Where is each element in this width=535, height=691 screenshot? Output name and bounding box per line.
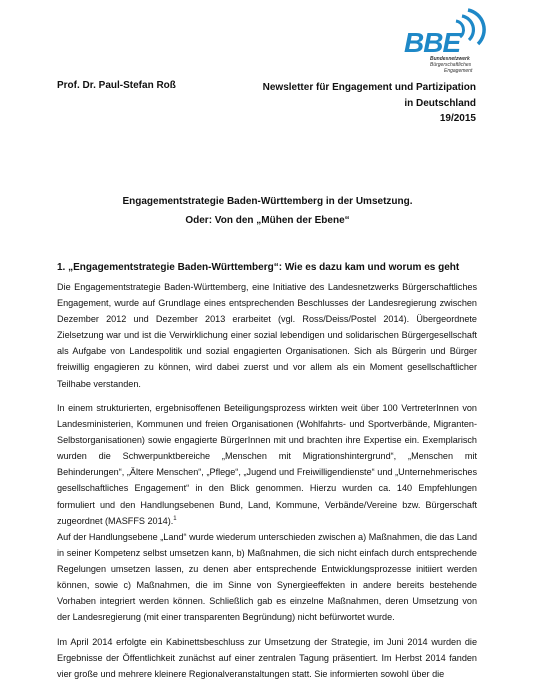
newsletter-subtitle: in Deutschland — [404, 97, 476, 109]
footnote-mark: 1 — [173, 515, 177, 522]
logo-subtitle-2: Bürgerschaftliches — [430, 62, 472, 68]
logo-subtitle-3: Engagement — [444, 68, 473, 74]
paragraph-1: Die Engagementstrategie Baden-Württemberg, eine Initiative des Landesnetzwerks Bürgerschaftliches Engagement, wurde auf Grundlage eines entsprechenden Beschlusses der Landesregierung zwischen Dezember 2012 und Dezember 2013 erarbeitet (vgl. Ross/Deiss/Postel 2014). Übergeordnete Zielsetzung war und ist die Verwirklichung einer sozial lebendigen und solidarischen Bürgergesellschaft als Aufgabe von Landespolitik und sozial engagierten Organisationen. Sich als Bürgerin und Bürger freiwillig engagieren zu können, wird dabei zuerst und vor allem als ein Moment gesellschaftlicher Teilhabe verstanden. — [57, 282, 477, 389]
bbe-logo-graphic — [398, 8, 506, 78]
paragraph-2-text: In einem strukturierten, ergebnisoffenen Beteiligungsprozess wirkten weit über 100 VertreterInnen von Landesministerien, Kommunen und freien Organisationen (Wohlfahrts- und Sportverbände, Migranten-Selbstorganisationen) sowie engagierte BürgerInnen mit und brachten ihre Expertise ein. Exemplarisch wurden die Schwerpunktbereiche „Menschen mit Migrationshintergrund“, „Menschen mit Behinderungen“, „Ältere Menschen“, „Pflege“, „Jugend und Freiwilligendienste“ und „Unternehmerisches gesellschaftliches Engagement“ in den Blick genommen. Hierzu wurden ca. 140 Empfehlungen formuliert und den Handlungsebenen Bund, Land, Kommune, Verbände/Vereine bzw. Bürgerschaft zugeordnet (MASFFS 2014). — [57, 403, 477, 526]
paragraph-4: Im April 2014 erfolgte ein Kabinettsbeschluss zur Umsetzung der Strategie, im Juni 2014 wurden die Ergebnisse der Öffentlichkeit zunächst auf einer zentralen Tagung präsentiert. Im Herbst 2014 fanden vier große und mehrere kleinere Regionalveranstaltungen statt. Sie informierten sowohl über die — [57, 637, 477, 680]
newsletter-issue: 19/2015 — [439, 113, 476, 124]
newsletter-info — [216, 80, 476, 127]
section-heading: 1. „Engagementstrategie Baden-Württemberg“: Wie es dazu kam und worum es geht — [57, 262, 460, 273]
author-name: Prof. Dr. Paul-Stefan Roß — [57, 80, 176, 91]
logo-text: BBE — [404, 27, 461, 58]
article-title: Engagementstrategie Baden-Württemberg in der Umsetzung. — [122, 196, 413, 207]
article-subtitle: Oder: Von den „Mühen der Ebene“ — [185, 215, 350, 226]
newsletter-title: Newsletter für Engagement und Partizipation — [262, 82, 476, 93]
logo-subtitle-1: Bundesnetzwerk — [430, 56, 470, 62]
paragraph-2 — [57, 400, 477, 529]
bbe-logo — [398, 8, 506, 78]
paragraph-3: Auf der Handlungsebene „Land“ wurde wiederum unterschieden zwischen a) Maßnahmen, die das Land in seiner Kompetenz selbst umsetzen kann, b) Maßnahmen, die sich nicht einfach durch entsprechende Regelungen umsetzen lassen, zu denen aber entsprechende Entwicklungsprozesse initiiert werden können, sowie c) Maßnahmen, die im Sinne von Synergieeffekten in andere bereits bestehende Vorhaben integriert werden können. Schließlich gab es einzelne Maßnahmen, deren Umsetzung von der Landesregierung (mit einer transparenten Begründung) nicht befürwortet wurde. — [57, 532, 477, 623]
